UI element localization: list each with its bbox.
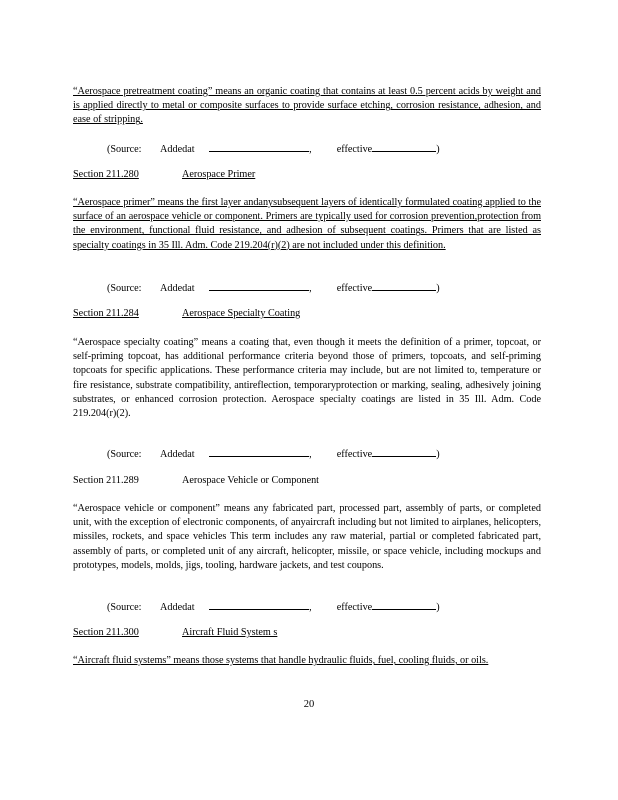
definition-aerospace-pretreatment-coating: “Aerospace pretreatment coating” means an organic coating that contains at least 0.5 percent acids by weight and is applied directly to metal or composite surfaces to provide surface etching, corrosion resistance, adhesion, and ease of stripping. — [73, 86, 541, 126]
added-date-blank — [209, 142, 309, 152]
section-heading — [73, 627, 278, 638]
added-date-blank — [209, 447, 309, 457]
effective-date-blank — [372, 142, 436, 152]
section-heading — [73, 475, 320, 486]
section-number: Section 211.284 — [73, 308, 139, 319]
section-title: Aerospace Vehicle or Component — [182, 475, 320, 486]
source-line: (Source: Addedat , effective ) — [107, 144, 440, 155]
added-label: Addedat — [160, 449, 195, 460]
source-line: (Source: Addedat , effective ) — [107, 283, 440, 294]
section-number: Section 211.300 — [73, 627, 139, 638]
section-heading — [73, 308, 301, 319]
effective-label: effective — [336, 602, 373, 613]
source-line: (Source: Addedat , effective ) — [107, 449, 440, 460]
effective-label: effective — [336, 449, 373, 460]
definition-aerospace-primer: “Aerospace primer” means the first layer andanysubsequent layers of identically formulated coating applied to the surface of an aerospace vehicle or component. Primers are typically used for corrosion prevention,protection from the environment, functional fluid resistance, and adhesion of subsequent coatings. Primers that are listed as specialty coatings in 35 Ill. Adm. Code 219.204(r)(2) are not included under this definition. — [73, 197, 541, 251]
section-title: Aerospace Specialty Coating — [182, 308, 301, 319]
effective-date-blank — [372, 600, 436, 610]
definition-aerospace-specialty-coating: “Aerospace specialty coating” means a coating that, even though it meets the definition of a primer, topcoat, or self-priming topcoat, has additional performance criteria beyond those of primers, topcoats, and self-priming topcoats for specific applications. These performance criteria may include, but are not limited to, temperature or fire resistance, substrate compatibility, antireflection, temporaryprotection or marking, sealing, adhesively joining substrates, or enhanced corrosion protection. Aerospace specialty coatings are listed in 35 Ill. Adm. Code 219.204(r)(2). — [73, 337, 541, 420]
source-label: (Source: — [107, 449, 142, 460]
effective-label: effective — [336, 144, 373, 155]
definition-aerospace-vehicle-or-component: “Aerospace vehicle or component” means any fabricated part, processed part, assembly of parts, or completed unit, with the exception of electronic components, of anyaircraft including but not limited to airplanes, helicopters, missiles, rockets, and space vehicles This term includes any raw material, partial or completed fabricated part, assembly of parts, or completed unit of any aircraft, helicopter, missile, or space vehicle, including mockups and prototypes, models, molds, jigs, tooling, hardware jackets, and test coupons. — [73, 503, 541, 571]
section-number: Section 211.289 — [73, 475, 139, 486]
source-label: (Source: — [107, 144, 142, 155]
section-number: Section 211.280 — [73, 169, 139, 180]
added-date-blank — [209, 281, 309, 291]
added-date-blank — [209, 600, 309, 610]
page-number: 20 — [303, 699, 315, 710]
added-label: Addedat — [160, 283, 195, 294]
section-heading — [73, 169, 256, 180]
effective-label: effective — [336, 283, 373, 294]
effective-date-blank — [372, 447, 436, 457]
section-title: Aircraft Fluid System s — [182, 627, 278, 638]
added-label: Addedat — [160, 144, 195, 155]
source-line: (Source: Addedat , effective ) — [107, 602, 440, 613]
definition-aircraft-fluid-systems: “Aircraft fluid systems” means those systems that handle hydraulic fluids, fuel, cooling fluids, or oils. — [73, 655, 489, 666]
source-label: (Source: — [107, 283, 142, 294]
effective-date-blank — [372, 281, 436, 291]
source-label: (Source: — [107, 602, 142, 613]
section-title: Aerospace Primer — [182, 169, 256, 180]
added-label: Addedat — [160, 602, 195, 613]
